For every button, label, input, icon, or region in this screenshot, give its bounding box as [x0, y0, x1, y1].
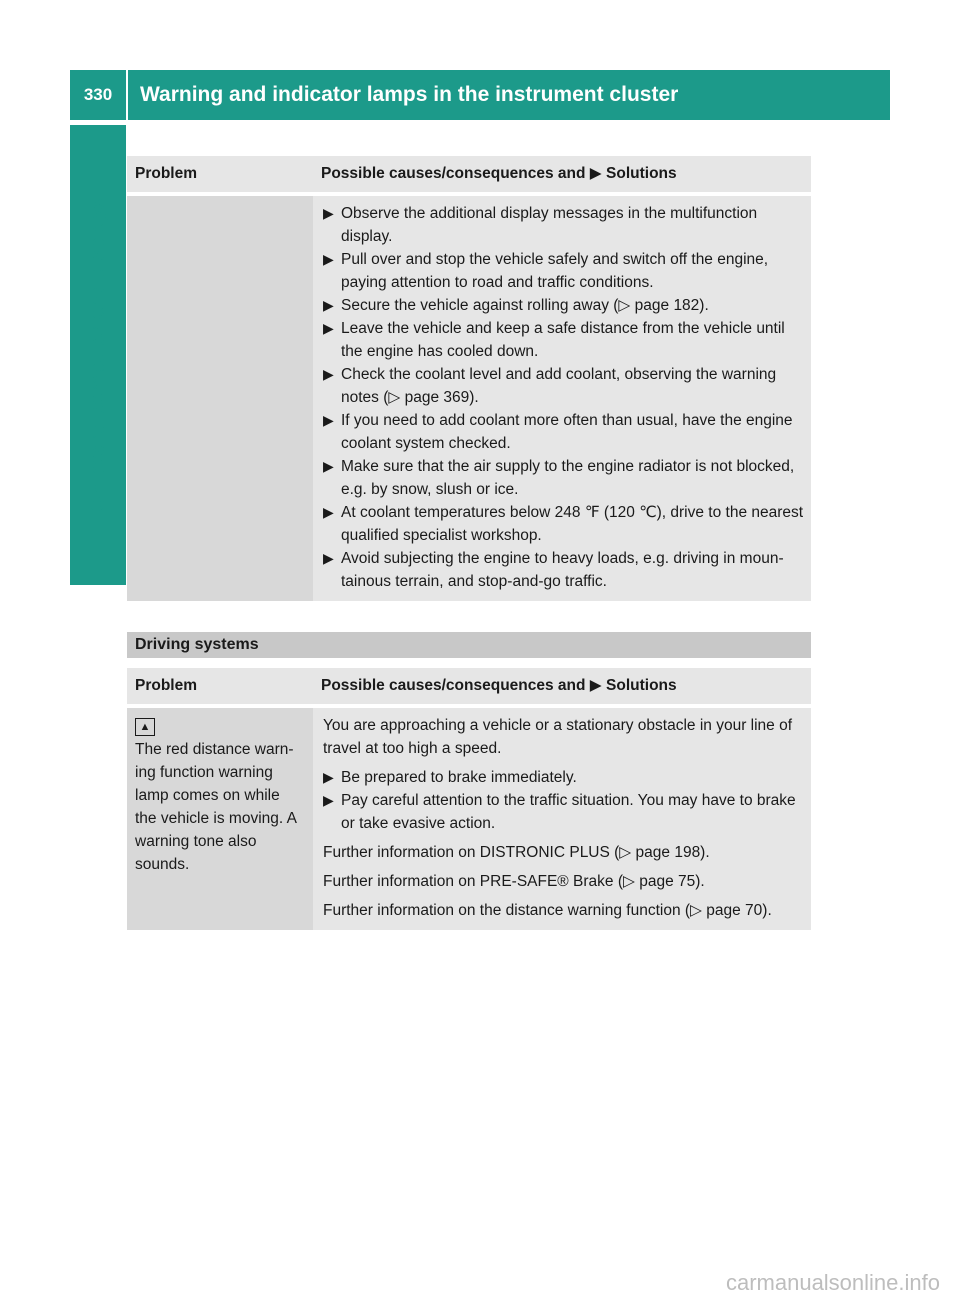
list-item [323, 766, 805, 789]
arrow-icon: ▶ [323, 504, 334, 520]
solutions-header-text: Possible causes/consequences and [321, 677, 586, 694]
list-item-text: Pay careful attention to the traffic situation. You may have to brake or take evasive action. [341, 792, 796, 832]
list-item [323, 455, 805, 501]
list-item [323, 789, 805, 835]
list-item [323, 202, 805, 248]
arrow-icon: ▶ [323, 769, 334, 785]
arrow-icon: ▶ [323, 458, 334, 474]
arrow-icon: ▶ [323, 320, 334, 336]
info-distronic: Further information on DISTRONIC PLUS (▷ page 198). [323, 844, 710, 861]
arrow-icon: ▶ [323, 366, 334, 382]
list-item-text: Observe the additional display messages in the multifunction display. [341, 205, 758, 245]
list-item [323, 501, 805, 547]
problem-table-driving-systems [127, 664, 811, 934]
problem-cell [127, 708, 313, 930]
info-distance-warning: Further information on the distance warning function (▷ page 70). [323, 902, 772, 919]
list-item-text: Avoid subjecting the engine to heavy loads, e.g. driving in moun-tainous terrain, and stop-and-go traffic. [341, 550, 784, 590]
arrow-icon: ▶ [323, 412, 334, 428]
page-number: 330 [83, 85, 113, 104]
list-item [323, 363, 805, 409]
arrow-icon: ▶ [323, 792, 334, 808]
list-item-text: Make sure that the air supply to the engine radiator is not blocked, e.g. by snow, slush or ice. [341, 458, 795, 498]
list-item-text: Be prepared to brake immediately. [341, 769, 577, 786]
table-row [127, 196, 811, 601]
problem-cell [127, 196, 313, 601]
table-row [127, 708, 811, 930]
arrow-icon: ▶ [323, 251, 334, 267]
list-item-text: Secure the vehicle against rolling away (▷ page 182). [341, 297, 709, 314]
solutions-cell [313, 708, 811, 930]
solutions-header-text: Possible causes/consequences and [321, 165, 586, 182]
solutions-column-header [313, 668, 811, 704]
section-side-label: On-board computer and displays [87, 198, 109, 512]
solutions-list [323, 202, 805, 593]
table-header-row [127, 156, 811, 192]
list-item [323, 547, 805, 593]
section-heading-driving-systems: Driving systems [127, 632, 811, 658]
table-header-row [127, 668, 811, 704]
solutions-header-label: Solutions [606, 677, 677, 694]
solutions-column-header [313, 156, 811, 192]
problem-column-header: Problem [127, 668, 313, 704]
list-item-text: Pull over and stop the vehicle safely and switch off the engine, paying attention to road and traffic conditions. [341, 251, 769, 291]
problem-column-header: Problem [127, 156, 313, 192]
arrow-icon: ▶ [323, 205, 334, 221]
list-item-text: If you need to add coolant more often than usual, have the engine coolant system checked. [341, 412, 793, 452]
list-item-text: Check the coolant level and add coolant, observing the warning notes (▷ page 369). [341, 366, 777, 406]
list-item [323, 317, 805, 363]
intro-text: You are approaching a vehicle or a stationary obstacle in your line of travel at too high a speed. [323, 717, 793, 757]
page-title: Warning and indicator lamps in the instrument cluster [140, 83, 679, 106]
problem-text: The red distance warn-ing function warning lamp comes on while the vehicle is moving. A warning tone also sounds. [135, 741, 297, 873]
arrow-icon: ▶ [589, 165, 602, 182]
list-item-text: At coolant temperatures below 248 ℉ (120 ℃), drive to the nearest qualified specialist workshop. [341, 504, 804, 544]
watermark: carmanualsonline.info [725, 1270, 940, 1295]
header-divider [126, 70, 128, 120]
list-item [323, 248, 805, 294]
distance-warning-lamp-icon: ▲ [135, 718, 155, 736]
arrow-icon: ▶ [589, 677, 602, 694]
list-item [323, 409, 805, 455]
solutions-header-label: Solutions [606, 165, 677, 182]
list-item [323, 294, 805, 317]
arrow-icon: ▶ [323, 297, 334, 313]
solutions-cell [313, 196, 811, 601]
problem-table-coolant [127, 152, 811, 605]
section-side-marker [70, 535, 126, 585]
info-pre-safe: Further information on PRE-SAFE® Brake (▷ page 75). [323, 873, 705, 890]
solutions-list [323, 766, 805, 835]
arrow-icon: ▶ [323, 550, 334, 566]
list-item-text: Leave the vehicle and keep a safe distance from the vehicle until the engine has cooled down. [341, 320, 785, 360]
